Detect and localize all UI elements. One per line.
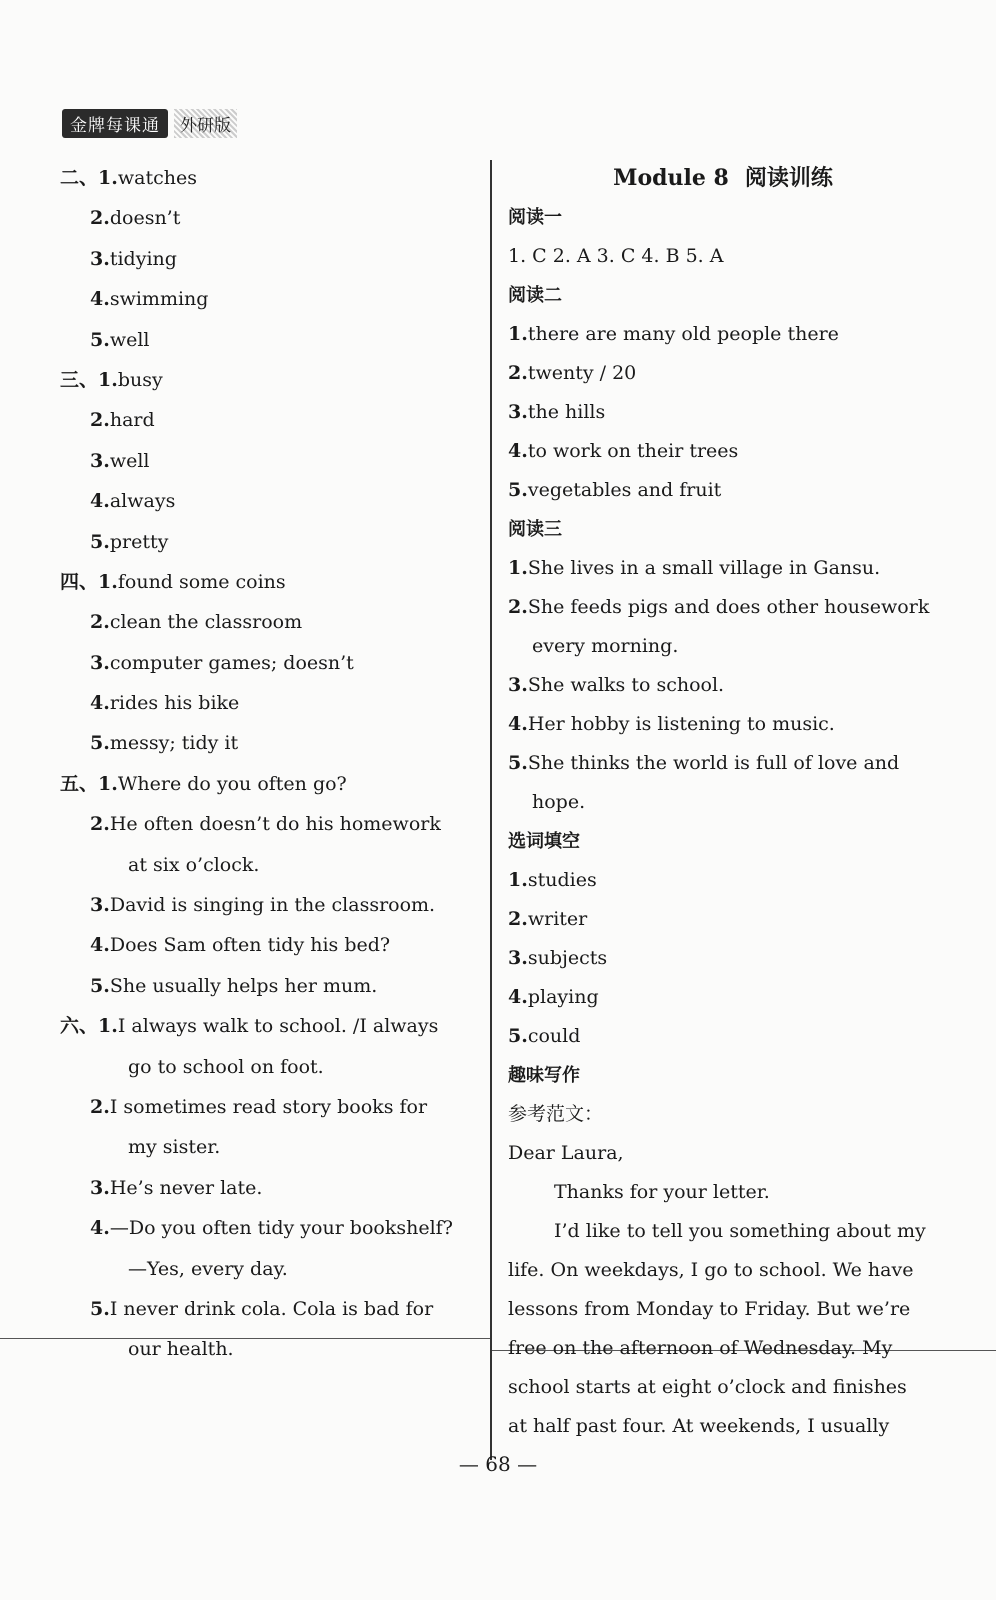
left-column bbox=[60, 158, 480, 1370]
item-number: 2. bbox=[90, 1095, 110, 1118]
answer-row: free on the afternoon of Wednesday. My bbox=[508, 1337, 893, 1359]
section-heading: 趣味写作 bbox=[508, 1065, 580, 1086]
answer-row bbox=[60, 683, 480, 723]
answer-text: watches bbox=[117, 167, 197, 189]
answer-row bbox=[60, 198, 480, 238]
answer-text: computer games; doesn’t bbox=[109, 651, 354, 674]
item-number: 3. bbox=[508, 947, 528, 969]
answer-row bbox=[508, 432, 938, 471]
answer-text: She thinks the world is full of love and bbox=[527, 752, 900, 774]
answer-text: She lives in a small village in Gansu. bbox=[527, 557, 881, 579]
answer-row bbox=[508, 939, 938, 978]
module-title-cn: 阅读训练 bbox=[744, 166, 833, 191]
item-number: 3. bbox=[90, 1176, 110, 1199]
section-number: 四、 bbox=[60, 570, 99, 593]
answer-text: rides his bike bbox=[109, 692, 240, 715]
answer-row: lessons from Monday to Friday. But we’re bbox=[508, 1298, 911, 1320]
item-number: 1. bbox=[508, 869, 528, 891]
item-number: 3. bbox=[90, 449, 110, 472]
answer-row bbox=[60, 360, 480, 400]
answer-row bbox=[60, 1289, 480, 1329]
answer-text: busy bbox=[117, 368, 163, 391]
right-column bbox=[508, 158, 938, 1446]
answer-row bbox=[60, 723, 480, 763]
item-number: 1. bbox=[98, 772, 118, 795]
right-rows bbox=[508, 198, 938, 1446]
answer-text: Her hobby is listening to music. bbox=[527, 713, 835, 735]
answer-row bbox=[60, 522, 480, 562]
answer-row bbox=[60, 885, 480, 925]
item-number: 5. bbox=[508, 752, 528, 774]
answer-row bbox=[508, 666, 938, 705]
answer-row bbox=[508, 861, 938, 900]
answer-row bbox=[508, 1017, 938, 1056]
answer-text: found some coins bbox=[117, 570, 286, 593]
item-number: 1. bbox=[98, 167, 118, 189]
answer-row bbox=[60, 845, 480, 885]
section-number: 三、 bbox=[60, 368, 99, 391]
series-badge bbox=[62, 110, 237, 136]
item-number: 1. bbox=[98, 1015, 118, 1038]
item-number: 2. bbox=[90, 207, 110, 230]
answer-text: hard bbox=[109, 409, 155, 432]
item-number: 3. bbox=[508, 674, 528, 696]
answer-row: life. On weekdays, I go to school. We have bbox=[508, 1259, 914, 1281]
answer-text: twenty / 20 bbox=[527, 362, 637, 384]
answer-row: at half past four. At weekends, I usually bbox=[508, 1415, 890, 1437]
answer-text: messy; tidy it bbox=[109, 732, 239, 755]
answer-text: well bbox=[109, 449, 150, 472]
answer-text: He’s never late. bbox=[109, 1176, 263, 1199]
answer-text: our health. bbox=[128, 1338, 234, 1361]
answer-row bbox=[60, 562, 480, 602]
answer-row: I’d like to tell you something about my bbox=[554, 1220, 926, 1242]
answer-row bbox=[60, 481, 480, 521]
answer-row bbox=[60, 400, 480, 440]
answer-text: I sometimes read story books for bbox=[109, 1095, 428, 1118]
module-title-en: Module 8 bbox=[613, 165, 729, 191]
answer-row bbox=[60, 1047, 480, 1087]
answer-row bbox=[508, 900, 938, 939]
answer-row bbox=[508, 471, 938, 510]
answer-text: tidying bbox=[109, 247, 177, 270]
answer-text: my sister. bbox=[128, 1136, 221, 1159]
answer-row: 1. C 2. A 3. C 4. B 5. A bbox=[508, 245, 724, 267]
item-number: 4. bbox=[508, 440, 528, 462]
answer-row bbox=[60, 1168, 480, 1208]
answer-text: doesn’t bbox=[109, 207, 181, 230]
answer-row: hope. bbox=[532, 791, 586, 813]
answer-row bbox=[508, 315, 938, 354]
section-number: 六、 bbox=[60, 1015, 99, 1038]
item-number: 3. bbox=[90, 247, 110, 270]
section-number: 二、 bbox=[60, 167, 99, 189]
answer-text: Does Sam often tidy his bed? bbox=[109, 934, 391, 957]
answer-text: writer bbox=[527, 908, 588, 930]
item-number: 5. bbox=[90, 530, 110, 553]
answer-text: swimming bbox=[109, 288, 209, 311]
answer-text: always bbox=[109, 490, 176, 513]
item-number: 4. bbox=[90, 934, 110, 957]
answer-row bbox=[508, 978, 938, 1017]
item-number: 2. bbox=[90, 611, 110, 634]
answer-row bbox=[508, 705, 938, 744]
answer-row: school starts at eight o’clock and finishes bbox=[508, 1376, 907, 1398]
item-number: 2. bbox=[90, 409, 110, 432]
item-number: 4. bbox=[90, 1217, 110, 1240]
answer-row: 参考范文： bbox=[508, 1103, 604, 1125]
answer-text: could bbox=[527, 1025, 581, 1047]
item-number: 1. bbox=[98, 368, 118, 391]
answer-row bbox=[60, 1329, 480, 1369]
answer-text: clean the classroom bbox=[109, 611, 303, 634]
answer-row: Thanks for your letter. bbox=[554, 1181, 770, 1203]
answer-row bbox=[60, 804, 480, 844]
item-number: 2. bbox=[508, 596, 528, 618]
answer-row bbox=[60, 1208, 480, 1248]
page-number: — 68 — bbox=[458, 1452, 538, 1476]
answer-row bbox=[60, 441, 480, 481]
answer-row bbox=[60, 1087, 480, 1127]
item-number: 3. bbox=[508, 401, 528, 423]
item-number: 5. bbox=[508, 479, 528, 501]
item-number: 5. bbox=[90, 974, 110, 997]
answer-row bbox=[60, 239, 480, 279]
answer-row bbox=[508, 354, 938, 393]
section-heading: 阅读三 bbox=[508, 519, 562, 540]
answer-row bbox=[60, 643, 480, 683]
edition-label: 外研版 bbox=[174, 109, 237, 138]
answer-text: go to school on foot. bbox=[128, 1055, 324, 1078]
section-heading: 阅读二 bbox=[508, 285, 562, 306]
answer-text: She usually helps her mum. bbox=[109, 974, 378, 997]
answer-text: David is singing in the classroom. bbox=[109, 894, 436, 917]
answer-text: She walks to school. bbox=[527, 674, 725, 696]
item-number: 1. bbox=[508, 557, 528, 579]
section-heading: 选词填空 bbox=[508, 831, 580, 852]
item-number: 3. bbox=[90, 651, 110, 674]
module-title bbox=[508, 158, 938, 198]
series-name: 金牌每课通 bbox=[62, 109, 168, 138]
answer-text: studies bbox=[527, 869, 597, 891]
answer-row bbox=[60, 925, 480, 965]
answer-row bbox=[508, 588, 938, 627]
answer-row bbox=[60, 1249, 480, 1289]
answer-row bbox=[60, 1127, 480, 1167]
answer-text: —Yes, every day. bbox=[128, 1257, 288, 1280]
item-number: 1. bbox=[508, 323, 528, 345]
answer-row bbox=[508, 549, 938, 588]
item-number: 2. bbox=[508, 908, 528, 930]
answer-row bbox=[508, 393, 938, 432]
column-divider bbox=[490, 160, 492, 1460]
answer-text: He often doesn’t do his homework bbox=[109, 813, 441, 836]
answer-text: the hills bbox=[527, 401, 606, 423]
answer-row bbox=[60, 1006, 480, 1046]
answer-text: there are many old people there bbox=[527, 323, 839, 345]
answer-text: —Do you often tidy your bookshelf? bbox=[109, 1217, 453, 1240]
answer-row bbox=[508, 744, 938, 783]
item-number: 2. bbox=[90, 813, 110, 836]
item-number: 5. bbox=[508, 1025, 528, 1047]
answer-text: subjects bbox=[527, 947, 608, 969]
answer-row bbox=[60, 966, 480, 1006]
item-number: 5. bbox=[90, 1297, 110, 1320]
item-number: 4. bbox=[508, 986, 528, 1008]
answer-text: Where do you often go? bbox=[117, 772, 347, 795]
item-number: 4. bbox=[90, 490, 110, 513]
item-number: 1. bbox=[98, 570, 118, 593]
item-number: 5. bbox=[90, 732, 110, 755]
answer-text: at six o’clock. bbox=[128, 853, 260, 876]
answer-row bbox=[60, 279, 480, 319]
answer-text: well bbox=[109, 328, 150, 351]
answer-row: every morning. bbox=[532, 635, 679, 657]
answer-text: pretty bbox=[109, 530, 169, 553]
answer-text: vegetables and fruit bbox=[527, 479, 722, 501]
answer-text: playing bbox=[527, 986, 599, 1008]
section-number: 五、 bbox=[60, 772, 99, 795]
item-number: 4. bbox=[90, 692, 110, 715]
item-number: 3. bbox=[90, 894, 110, 917]
item-number: 2. bbox=[508, 362, 528, 384]
answer-row bbox=[60, 602, 480, 642]
answer-row: Dear Laura, bbox=[508, 1142, 624, 1164]
answer-text: to work on their trees bbox=[527, 440, 739, 462]
answer-row bbox=[60, 158, 480, 198]
section-heading: 阅读一 bbox=[508, 207, 562, 228]
answer-row bbox=[60, 764, 480, 804]
answer-text: I always walk to school. /I always bbox=[117, 1015, 439, 1038]
item-number: 4. bbox=[90, 288, 110, 311]
answer-text: I never drink cola. Cola is bad for bbox=[109, 1297, 434, 1320]
answer-text: She feeds pigs and does other housework bbox=[527, 596, 930, 618]
item-number: 5. bbox=[90, 328, 110, 351]
answer-row bbox=[60, 320, 480, 360]
item-number: 4. bbox=[508, 713, 528, 735]
